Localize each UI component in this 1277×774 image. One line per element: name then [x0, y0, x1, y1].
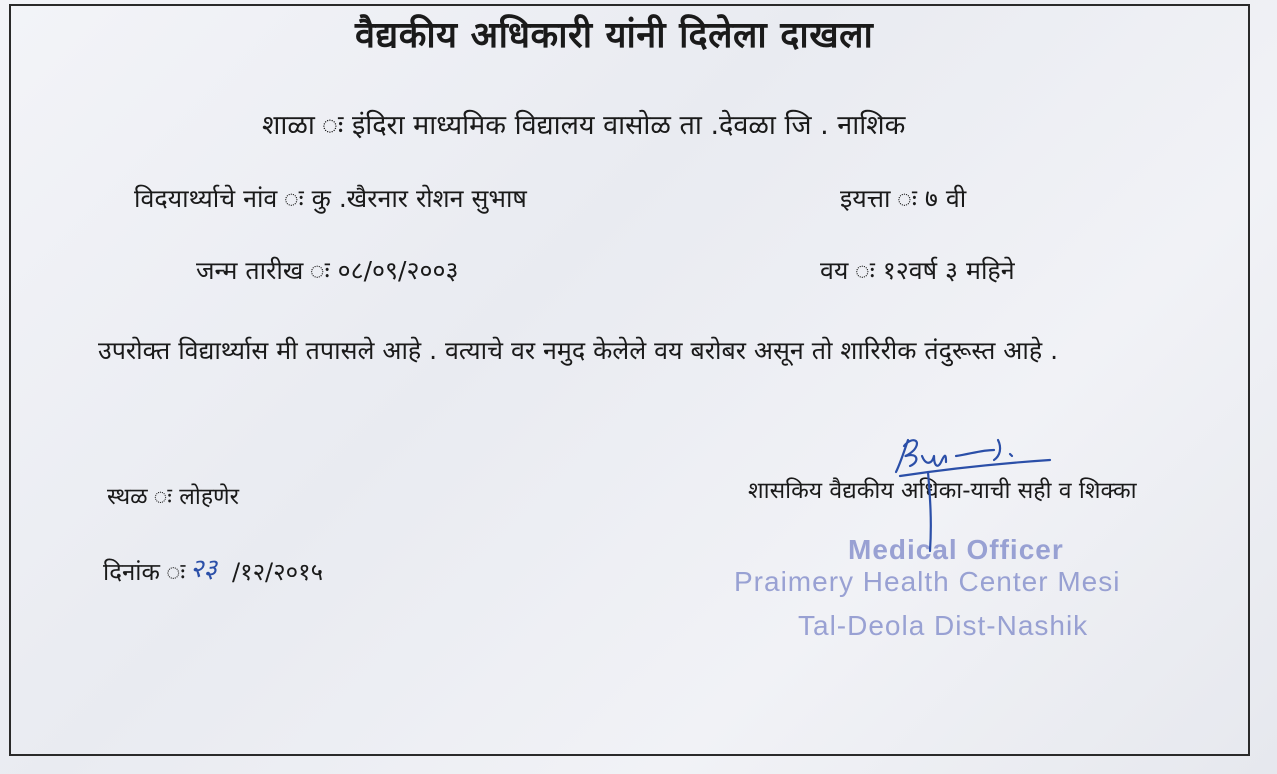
- school-line: शाळा ः इंदिरा माध्यमिक विद्यालय वासोळ ता .देवळा जि . नाशिक: [262, 110, 906, 141]
- place-line: स्थळ ः लोहणेर: [107, 484, 240, 510]
- signature-label: शासकिय वैद्यकीय अधिका-याची सही व शिक्का: [748, 478, 1137, 504]
- date-label: दिनांक ः: [103, 558, 186, 586]
- date-of-birth-line: जन्म तारीख ः ०८/०९/२००३: [196, 256, 459, 285]
- remark-text: उपरोक्त विद्यार्थ्यास मी तपासले आहे . वत्याचे वर नमुद केलेले वय बरोबर असून तो शारिरीक तंदुरूस्त आहे .: [98, 336, 1059, 365]
- standard-line: इयत्ता ः ७ वी: [840, 184, 967, 213]
- age-line: वय ः १२वर्ष ३ महिने: [820, 256, 1015, 285]
- stamp-line-1: Medical Officer: [848, 534, 1064, 565]
- student-name-line: विदयार्थ्याचे नांव ः कु .खैरनार रोशन सुभाष: [134, 184, 527, 213]
- stamp-line-3: Tal-Deola Dist-Nashik: [798, 610, 1089, 641]
- date-handwritten: २३: [190, 554, 218, 584]
- certificate-title: वैद्यकीय अधिकारी यांनी दिलेला दाखला: [355, 15, 874, 56]
- stamp-line-2: Praimery Health Center Mesi: [734, 566, 1121, 597]
- handwritten-signature: [860, 426, 1060, 556]
- date-printed: /१२/२०१५: [232, 558, 324, 586]
